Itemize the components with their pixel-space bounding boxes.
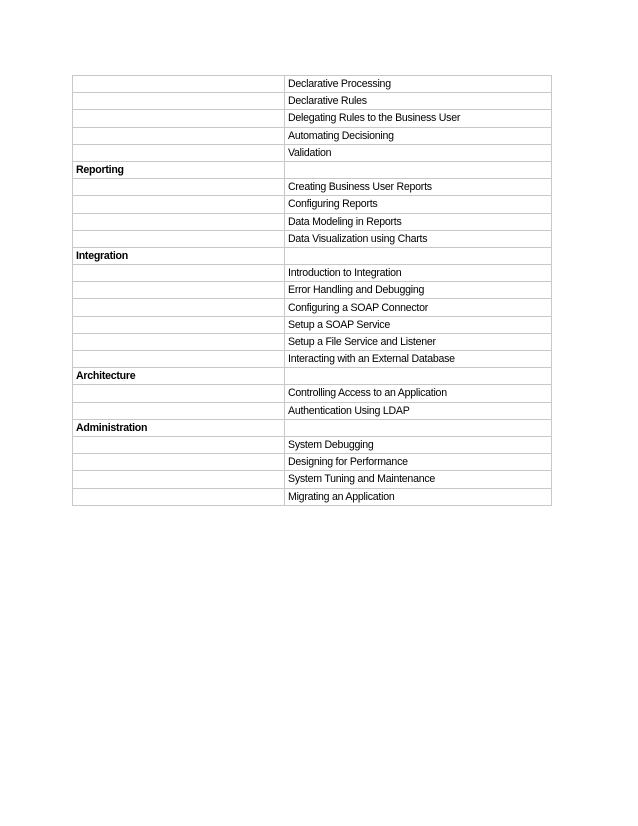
section-cell xyxy=(73,127,285,144)
topic-cell: System Debugging xyxy=(285,436,552,453)
section-cell xyxy=(73,196,285,213)
section-heading-reporting: Reporting xyxy=(73,161,285,178)
table-row xyxy=(73,110,552,127)
section-heading-integration: Integration xyxy=(73,247,285,264)
topic-cell: Creating Business User Reports xyxy=(285,179,552,196)
topic-cell: Migrating an Application xyxy=(285,488,552,505)
section-cell xyxy=(73,316,285,333)
table-row xyxy=(73,419,552,436)
topic-cell: Error Handling and Debugging xyxy=(285,282,552,299)
topic-cell: Data Modeling in Reports xyxy=(285,213,552,230)
table-row xyxy=(73,144,552,161)
topic-cell: Declarative Processing xyxy=(285,76,552,93)
section-cell xyxy=(73,179,285,196)
topic-cell xyxy=(285,419,552,436)
topic-cell: Data Visualization using Charts xyxy=(285,230,552,247)
topic-cell: Validation xyxy=(285,144,552,161)
section-cell xyxy=(73,144,285,161)
topic-cell: Authentication Using LDAP xyxy=(285,402,552,419)
section-heading-administration: Administration xyxy=(73,419,285,436)
section-cell xyxy=(73,351,285,368)
section-cell xyxy=(73,213,285,230)
curriculum-table xyxy=(72,75,552,506)
section-cell xyxy=(73,93,285,110)
topic-cell: Configuring Reports xyxy=(285,196,552,213)
topic-cell: Controlling Access to an Application xyxy=(285,385,552,402)
table-row xyxy=(73,265,552,282)
section-heading-architecture: Architecture xyxy=(73,368,285,385)
table-row xyxy=(73,230,552,247)
topic-cell: Declarative Rules xyxy=(285,93,552,110)
section-cell xyxy=(73,76,285,93)
section-cell xyxy=(73,454,285,471)
topic-cell: Setup a SOAP Service xyxy=(285,316,552,333)
table-row xyxy=(73,351,552,368)
section-cell xyxy=(73,230,285,247)
section-cell xyxy=(73,488,285,505)
topic-cell: Introduction to Integration xyxy=(285,265,552,282)
section-cell xyxy=(73,385,285,402)
section-cell xyxy=(73,333,285,350)
topic-cell: Automating Decisioning xyxy=(285,127,552,144)
table-row xyxy=(73,299,552,316)
topic-cell: Interacting with an External Database xyxy=(285,351,552,368)
topic-cell xyxy=(285,161,552,178)
table-row xyxy=(73,333,552,350)
table-row xyxy=(73,213,552,230)
table-row xyxy=(73,368,552,385)
table-row xyxy=(73,161,552,178)
table-row xyxy=(73,488,552,505)
table-row xyxy=(73,93,552,110)
topic-cell: System Tuning and Maintenance xyxy=(285,471,552,488)
section-cell xyxy=(73,282,285,299)
table-row xyxy=(73,282,552,299)
section-cell xyxy=(73,299,285,316)
table-row xyxy=(73,247,552,264)
table-row xyxy=(73,127,552,144)
table-row xyxy=(73,471,552,488)
table-row xyxy=(73,196,552,213)
topic-cell: Setup a File Service and Listener xyxy=(285,333,552,350)
table-row xyxy=(73,436,552,453)
topic-cell: Delegating Rules to the Business User xyxy=(285,110,552,127)
section-cell xyxy=(73,436,285,453)
table-row xyxy=(73,179,552,196)
section-cell xyxy=(73,402,285,419)
topic-cell xyxy=(285,368,552,385)
section-cell xyxy=(73,265,285,282)
table-row xyxy=(73,385,552,402)
table-row xyxy=(73,454,552,471)
topic-cell xyxy=(285,247,552,264)
section-cell xyxy=(73,471,285,488)
table-row xyxy=(73,402,552,419)
table-row xyxy=(73,316,552,333)
table-row xyxy=(73,76,552,93)
topic-cell: Designing for Performance xyxy=(285,454,552,471)
topic-cell: Configuring a SOAP Connector xyxy=(285,299,552,316)
curriculum-table-body xyxy=(73,76,552,506)
section-cell xyxy=(73,110,285,127)
